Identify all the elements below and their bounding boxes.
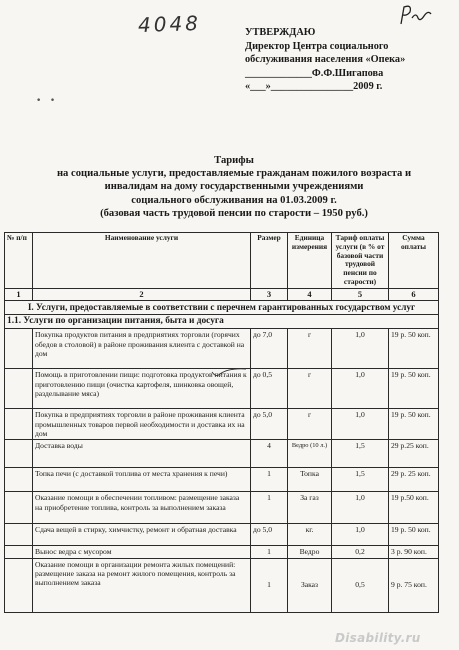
service-unit: кг.	[288, 524, 332, 546]
column-number-row	[5, 289, 439, 301]
col-number: 3	[251, 289, 288, 301]
header-unit: Единица измерения	[288, 233, 332, 289]
service-tariff: 1,5	[332, 440, 389, 468]
table-row	[5, 468, 439, 492]
col-number: 4	[288, 289, 332, 301]
service-name: Сдача вещей в стирку, химчистку, ремонт и обратная доставка	[33, 524, 251, 546]
service-amount: 1	[251, 468, 288, 492]
section-heading: I. Услуги, предоставляемые в соответствии с перечнем гарантированных государством услуг	[5, 301, 439, 315]
service-name: Покупка продуктов питания в предприятиях торговли (горячих обедов в столовой) в районе проживания клиента с доставкой на дом	[33, 329, 251, 369]
service-name: Топка печи (с доставкой топлива от места хранения к печи)	[33, 468, 251, 492]
header-amount: Размер	[251, 233, 288, 289]
table-row	[5, 329, 439, 369]
service-sum: 19 р. 50 коп.	[389, 524, 439, 546]
title-line-4: социального обслуживания на 01.03.2009 г.	[131, 194, 337, 206]
margin-dots: • •	[36, 96, 56, 106]
watermark-text: Disability.ru	[335, 631, 421, 645]
service-sum: 29 р.25 коп.	[389, 440, 439, 468]
tariff-table	[4, 232, 439, 613]
handwritten-document-number: 4048	[137, 10, 202, 38]
service-name: Доставка воды	[33, 440, 251, 468]
service-unit: Заказ	[288, 558, 332, 612]
service-sum: 9 р. 75 коп.	[389, 558, 439, 612]
table-row	[5, 409, 439, 440]
approval-organization: обслуживания населения «Опека»	[245, 54, 406, 65]
service-sum: 3 р. 90 коп.	[389, 546, 439, 558]
service-unit: За газ	[288, 492, 332, 524]
service-sum: 19 р. 50 коп.	[389, 409, 439, 440]
service-amount: до 0,5	[251, 369, 288, 409]
service-name: Помощь в приготовлении пищи: подготовка продуктов питания к приготовлению пищи (очистка картофеля, шинковка овощей, разделывание мяса)	[33, 369, 251, 409]
table-row	[5, 546, 439, 558]
service-unit: г	[288, 329, 332, 369]
signature-mark	[398, 4, 434, 26]
table-row	[5, 524, 439, 546]
table-row	[5, 440, 439, 468]
title-heading: Тарифы	[214, 155, 254, 166]
service-tariff: 1,0	[332, 329, 389, 369]
service-sum: 19 р.50 коп.	[389, 492, 439, 524]
header-sum: Сумма оплаты	[389, 233, 439, 289]
header-name: Наименование услуги	[33, 233, 251, 289]
service-tariff: 1,0	[332, 369, 389, 409]
approval-signatory: _____________Ф.Ф.Шигапова	[245, 67, 384, 79]
col-number: 1	[5, 289, 33, 301]
subsection-heading: 1.1. Услуги по организации питания, быта и досуга	[5, 315, 439, 329]
service-name: Покупка в предприятиях торговли в районе проживания клиента промышленных товаров первой необходимости и доставка их на дом	[33, 409, 251, 440]
service-tariff: 0,5	[332, 558, 389, 612]
title-line-2: на социальные услуги, предоставляемые гражданам пожилого возраста и	[56, 168, 412, 180]
service-tariff: 1,0	[332, 409, 389, 440]
service-name: Оказание помощи в организации ремонта жилых помещений: размещение заказа на ремонт жилого помещения, контроль за выполнением заказа	[33, 558, 251, 612]
service-amount: до 5,0	[251, 524, 288, 546]
service-tariff: 0,2	[332, 546, 389, 558]
service-sum: 19 р. 50 коп.	[389, 329, 439, 369]
table-row	[5, 558, 439, 612]
approval-position: Директор Центра социального	[245, 40, 389, 52]
service-unit: Топка	[288, 468, 332, 492]
service-tariff: 1,5	[332, 468, 389, 492]
service-sum: 19 р. 50 коп.	[389, 369, 439, 409]
table-row	[5, 492, 439, 524]
approval-date: «___»________________2009 г.	[245, 81, 383, 92]
col-number: 2	[33, 289, 251, 301]
service-name: Вынос ведра с мусором	[33, 546, 251, 558]
service-amount: 1	[251, 546, 288, 558]
service-amount: 1	[251, 558, 288, 612]
service-unit: г	[288, 409, 332, 440]
title-line-3: инвалидам на дому государственными учреждениями	[104, 181, 364, 193]
approval-heading: УТВЕРЖДАЮ	[245, 27, 316, 38]
service-unit: г	[288, 369, 332, 409]
col-number: 6	[389, 289, 439, 301]
header-tariff: Тариф оплаты услуги (в % от базовой части трудовой пенсии по старости)	[332, 233, 389, 289]
section-row	[5, 301, 439, 315]
col-number: 5	[332, 289, 389, 301]
service-unit: Ведро (10 л.)	[288, 440, 332, 468]
service-amount: до 7,0	[251, 329, 288, 369]
service-amount: 1	[251, 492, 288, 524]
handwritten-check-mark	[210, 366, 250, 380]
service-unit: Ведро	[288, 546, 332, 558]
service-name: Оказание помощи в обеспечении топливом: размещение заказа на приобретение топлива, контроль за выполнением заказа	[33, 492, 251, 524]
service-sum: 29 р. 25 коп.	[389, 468, 439, 492]
service-tariff: 1,0	[332, 492, 389, 524]
service-amount: 4	[251, 440, 288, 468]
approval-block	[245, 26, 450, 94]
title-line-5: (базовая часть трудовой пенсии по старости – 1950 руб.)	[100, 207, 368, 219]
subsection-row	[5, 315, 439, 329]
document-title	[30, 154, 438, 220]
service-tariff: 1,0	[332, 524, 389, 546]
table-header-row	[5, 233, 439, 289]
header-num: № п/п	[5, 233, 33, 289]
service-amount: до 5,0	[251, 409, 288, 440]
